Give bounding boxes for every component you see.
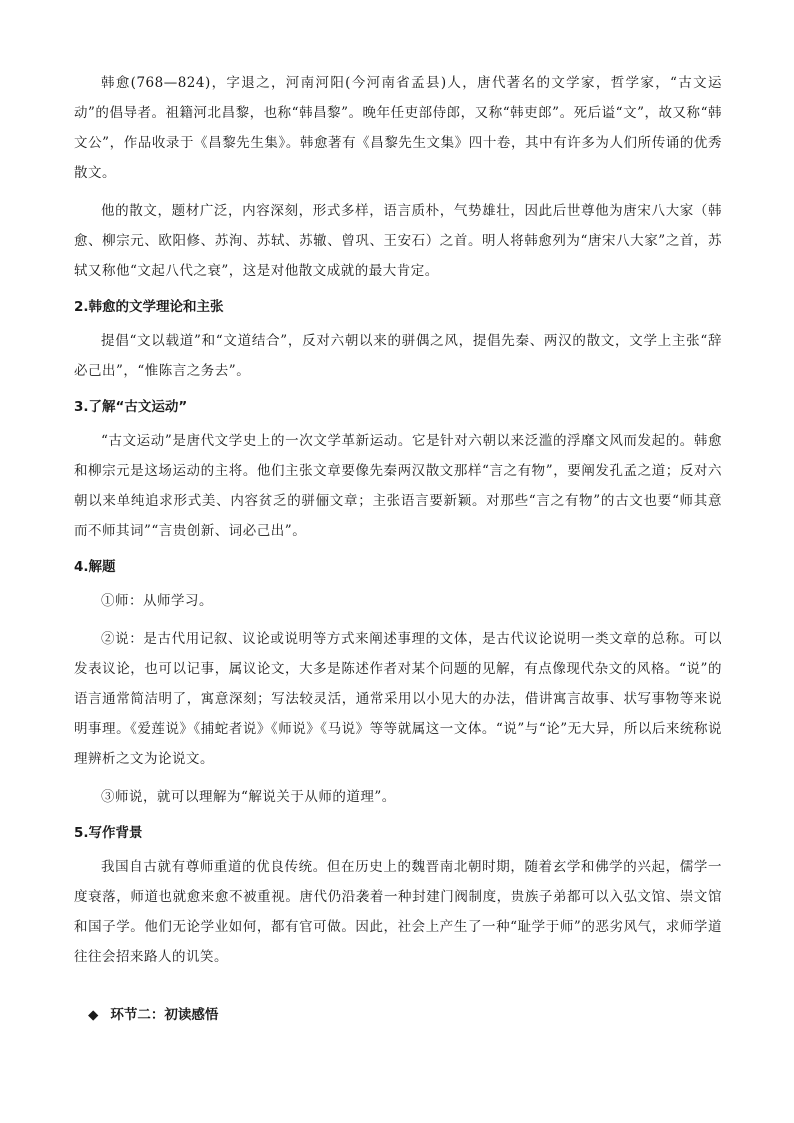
title-explanation-item-2: ②说：是古代用记叙、议论或说明等方式来阐述事理的文体，是古代议论说明一类文章的总称。可以发表议论，也可以记事，属议论文，大多是陈述作者对某个问题的见解，有点像现代杂文的风格。“说”的语言通常简洁明了，寓意深刻；写法较灵活，通常采用以小见大的办法，借讲寓言故事、状写事物等来说明事理。《爱莲说》《捕蛇者说》《师说》《马说》等等就属这一文体。“说”与“论”无大异，所以后来统称说理辨析之文为论说文。: [74, 631, 722, 767]
literary-theory-paragraph: 提倡“文以载道”和“文道结合”，反对六朝以来的骈偶之风，提倡先秦、两汉的散文，文学上主张“辞必己出”，“惟陈言之务去”。: [74, 333, 722, 379]
section-heading-literary-theory: 2.韩愈的文学理论和主张: [74, 299, 224, 315]
title-explanation-item-3: ③师说，就可以理解为“解说关于从师的道理”。: [101, 789, 396, 805]
diamond-bullet-icon: ◆: [88, 1007, 99, 1023]
section-heading-writing-background: 5.写作背景: [74, 825, 143, 841]
section-heading-title-explanation: 4.解题: [74, 559, 116, 575]
ancient-prose-movement-paragraph: “古文运动”是唐代文学史上的一次文学革新运动。它是针对六朝以来泛滥的浮靡文风而发起的。韩愈和柳宗元是这场运动的主将。他们主张文章要像先秦两汉散文那样“言之有物”，要阐发孔孟之道；反对六朝以来单纯追求形式美、内容贫乏的骈俪文章；主张语言要新颖。对那些“言之有物”的古文也要“师其意而不师其词”“言贵创新、词必己出”。: [74, 433, 722, 539]
next-section-title: [88, 1002, 722, 1028]
section-heading-ancient-prose-movement: 3.了解“古文运动”: [74, 399, 188, 415]
intro-paragraph-2: 他的散文，题材广泛，内容深刻，形式多样，语言质朴，气势雄壮，因此后世尊他为唐宋八大家（韩愈、柳宗元、欧阳修、苏洵、苏轼、苏辙、曾巩、王安石）之首。明人将韩愈列为“唐宋八大家”之首，苏轼又称他“文起八代之衰”，这是对他散文成就的最大肯定。: [74, 203, 722, 279]
title-explanation-item-1: ①师：从师学习。: [101, 593, 213, 609]
intro-paragraph-1: 韩愈(768—824)，字退之，河南河阳(今河南省孟县)人，唐代著名的文学家，哲学家，“古文运动”的倡导者。祖籍河北昌黎，也称“韩昌黎”。晚年任吏部侍郎，又称“韩吏郎”。死后谥“文”，故又称“韩文公”，作品收录于《昌黎先生集》。韩愈著有《昌黎先生文集》四十卷，其中有许多为人们所传诵的优秀散文。: [74, 75, 722, 181]
next-section-label: 环节二：初读感悟: [110, 1007, 219, 1023]
writing-background-paragraph: 我国自古就有尊师重道的优良传统。但在历史上的魏晋南北朝时期，随着玄学和佛学的兴起，儒学一度衰落，师道也就愈来愈不被重视。唐代仍沿袭着一种封建门阀制度，贵族子弟都可以入弘文馆、崇文馆和国子学。他们无论学业如何，都有官可做。因此，社会上产生了一种“耻学于师”的恶劣风气，求师学道往往会招来路人的讥笑。: [74, 859, 722, 965]
document-body: [74, 68, 722, 1028]
